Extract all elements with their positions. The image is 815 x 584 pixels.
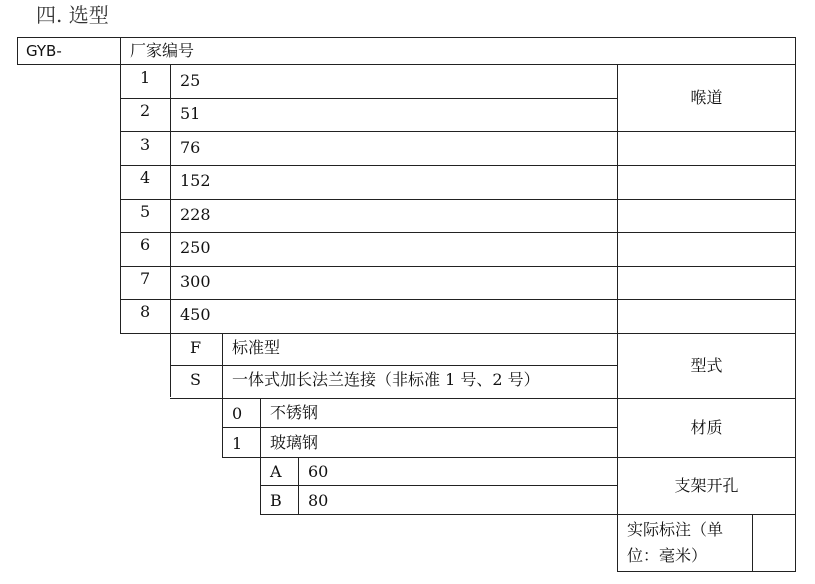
model-prefix: GYB- xyxy=(26,42,62,60)
grid-line xyxy=(298,457,299,514)
throat-value: 76 xyxy=(180,138,201,157)
grid-line xyxy=(120,37,121,333)
grid-line xyxy=(170,398,796,399)
throat-code: 3 xyxy=(140,135,151,154)
vendor-label: 厂家编号 xyxy=(130,41,195,60)
grid-line xyxy=(222,427,617,428)
throat-value: 250 xyxy=(180,238,211,257)
custom-note-label: 实际标注（单位：毫米） xyxy=(627,520,724,565)
grid-line xyxy=(120,199,796,200)
bracket-value: 80 xyxy=(308,491,329,510)
section-title: 四. 选型 xyxy=(36,3,109,27)
grid-line xyxy=(17,64,796,65)
grid-line xyxy=(617,514,618,571)
grid-line xyxy=(120,232,796,233)
bracket-value: 60 xyxy=(308,462,329,481)
material-value: 玻璃钢 xyxy=(270,433,319,452)
type-code: S xyxy=(190,370,201,389)
material-value: 不锈钢 xyxy=(270,403,319,422)
grid-line xyxy=(222,333,223,457)
material-label: 材质 xyxy=(690,418,723,437)
bracket-code: A xyxy=(270,462,282,481)
throat-code: 1 xyxy=(140,68,151,87)
grid-line xyxy=(260,398,261,515)
grid-line xyxy=(120,131,796,132)
throat-value: 450 xyxy=(180,305,211,324)
grid-line xyxy=(260,514,796,515)
grid-line xyxy=(17,37,18,64)
throat-value: 228 xyxy=(180,205,211,224)
grid-line xyxy=(120,165,796,166)
grid-line xyxy=(170,64,171,397)
throat-value: 300 xyxy=(180,272,211,291)
grid-line xyxy=(617,571,796,572)
throat-label: 喉道 xyxy=(690,88,723,107)
throat-code: 2 xyxy=(140,101,151,120)
type-value: 标准型 xyxy=(232,338,281,357)
throat-code: 7 xyxy=(140,269,151,288)
throat-code: 8 xyxy=(140,302,151,321)
grid-line xyxy=(120,266,796,267)
type-label: 型式 xyxy=(690,356,723,375)
grid-line xyxy=(617,64,618,514)
grid-line xyxy=(120,98,617,99)
grid-line xyxy=(17,37,796,38)
throat-value: 51 xyxy=(180,104,201,123)
grid-line xyxy=(752,514,753,571)
throat-code: 6 xyxy=(140,235,151,254)
throat-code: 4 xyxy=(140,168,151,187)
material-code: 0 xyxy=(232,404,243,423)
grid-line xyxy=(120,299,796,300)
grid-line xyxy=(222,457,796,458)
throat-code: 5 xyxy=(140,202,151,221)
grid-line xyxy=(170,365,617,366)
type-code: F xyxy=(190,338,202,357)
bracket-label: 支架开孔 xyxy=(674,476,739,495)
grid-line xyxy=(260,485,617,486)
bracket-code: B xyxy=(270,491,282,510)
type-value: 一体式加长法兰连接（非标准 1 号、2 号） xyxy=(232,370,540,389)
throat-value: 25 xyxy=(180,71,201,90)
material-code: 1 xyxy=(232,434,243,453)
throat-value: 152 xyxy=(180,171,211,190)
